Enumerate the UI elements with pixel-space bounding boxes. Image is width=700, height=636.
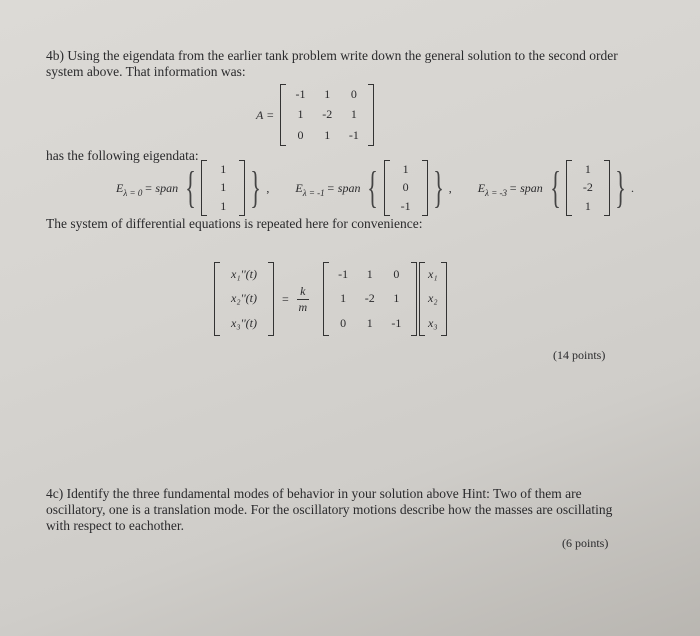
eigendata-label: has the following eigendata: xyxy=(46,148,199,163)
matrix-cell: 1 xyxy=(220,161,227,176)
eigenvector xyxy=(384,160,428,216)
matrix-cell: 0 xyxy=(393,266,400,281)
matrix-cell: x₃ xyxy=(428,316,438,331)
right-brace: } xyxy=(432,163,444,212)
matrix-row xyxy=(221,267,267,282)
matrix-row xyxy=(426,291,440,306)
separator: , xyxy=(266,180,270,195)
E-symbol: E xyxy=(116,180,124,195)
eigenvector xyxy=(566,160,610,216)
matrix-A-repeat xyxy=(323,262,417,336)
matrix-row xyxy=(208,199,238,214)
matrix-cell: 1 xyxy=(584,199,591,214)
matrix-cell: -1 xyxy=(391,316,402,331)
matrix-cell: -1 xyxy=(338,266,349,281)
matrix-row xyxy=(573,162,603,177)
eigenvalue-subscript: λ = -1 xyxy=(302,188,325,198)
matrix-row xyxy=(208,162,238,177)
eigenspace-0 xyxy=(116,160,269,216)
matrix-row xyxy=(391,162,421,177)
matrix-cell: 1 xyxy=(350,107,357,122)
E-symbol: E xyxy=(295,180,303,195)
problem-4c-points: (6 points) xyxy=(562,536,609,550)
matrix-row xyxy=(426,267,440,282)
eigenspace-1 xyxy=(295,160,451,216)
span-label: = span xyxy=(326,180,361,195)
problem-4b-intro: 4b) Using the eigendata from the earlier tank problem write down the general solution to the second order system above. That information was: xyxy=(46,48,618,79)
matrix-row xyxy=(391,180,421,195)
problem-4b-points: (14 points) xyxy=(553,348,606,362)
matrix-cell: x₁''(t) xyxy=(231,266,257,281)
matrix-row xyxy=(221,291,267,306)
system-label: The system of differential equations is repeated here for convenience: xyxy=(46,216,423,231)
matrix-cell: 0 xyxy=(402,180,409,195)
lhs-vector xyxy=(214,262,274,336)
matrix-cell: 0 xyxy=(340,316,347,331)
separator: , xyxy=(448,180,452,195)
matrix-cell: 0 xyxy=(350,86,357,101)
eigenvalue-subscript: λ = 0 xyxy=(123,188,143,198)
E-symbol: E xyxy=(477,180,486,195)
matrix-row xyxy=(330,267,410,282)
separator: . xyxy=(631,180,635,195)
right-brace: } xyxy=(615,163,626,212)
span-label: = span xyxy=(144,180,179,195)
A-label: A = xyxy=(256,107,275,122)
matrix-cell: 1 xyxy=(584,161,591,176)
matrix-row xyxy=(330,291,410,306)
equals-sign: = xyxy=(282,291,289,306)
k-over-m xyxy=(297,284,309,315)
matrix-cell: 1 xyxy=(340,291,347,306)
matrix-cell: x₃''(t) xyxy=(231,316,257,331)
k: k xyxy=(300,283,306,298)
matrix-cell: 0 xyxy=(297,128,304,143)
matrix-cell: 1 xyxy=(297,107,304,122)
left-brace: { xyxy=(367,163,379,212)
matrix-row xyxy=(573,199,603,214)
x-vector xyxy=(419,262,447,336)
matrix-cell: 1 xyxy=(393,291,400,306)
matrix-A xyxy=(280,84,374,146)
matrix-row xyxy=(208,180,238,195)
eigendata-list xyxy=(116,160,656,216)
matrix-cell: 1 xyxy=(366,266,373,281)
matrix-row xyxy=(330,316,410,331)
matrix-cell: 1 xyxy=(366,316,373,331)
matrix-cell: 1 xyxy=(324,128,331,143)
matrix-row xyxy=(391,199,421,214)
matrix-row xyxy=(573,180,603,195)
left-brace: { xyxy=(185,163,196,212)
matrix-cell: x₂ xyxy=(428,291,438,306)
matrix-cell: 1 xyxy=(324,86,331,101)
matrix-cell: 1 xyxy=(402,161,409,176)
m: m xyxy=(298,299,308,314)
eigenspace-2 xyxy=(478,160,634,216)
matrix-cell: -2 xyxy=(582,180,593,195)
matrix-row xyxy=(221,316,267,331)
matrix-cell: -1 xyxy=(348,128,359,143)
matrix-row xyxy=(287,128,367,143)
problem-4c-text: 4c) Identify the three fundamental modes of behavior in your solution above Hint: Two of them are oscillatory, one is a translation mode. For the oscillatory motions describe how the masses are oscillating with respect to eachother. xyxy=(46,486,613,533)
eigenvalue-subscript: λ = -3 xyxy=(485,188,508,198)
matrix-cell: 1 xyxy=(220,199,227,214)
span-label: = span xyxy=(509,180,543,195)
matrix-cell: 1 xyxy=(220,180,227,195)
ode-system xyxy=(214,262,447,336)
matrix-A-definition xyxy=(256,84,374,146)
matrix-cell: x₁ xyxy=(428,266,438,281)
matrix-cell: -1 xyxy=(295,86,306,101)
matrix-cell: -2 xyxy=(322,107,333,122)
matrix-cell: -2 xyxy=(364,291,375,306)
matrix-row xyxy=(287,107,367,122)
matrix-cell: x₂''(t) xyxy=(231,291,257,306)
matrix-row xyxy=(287,87,367,102)
left-brace: { xyxy=(550,163,561,212)
right-brace: } xyxy=(250,163,262,212)
matrix-row xyxy=(426,316,440,331)
matrix-cell: -1 xyxy=(400,199,411,214)
eigenvector xyxy=(201,160,245,216)
